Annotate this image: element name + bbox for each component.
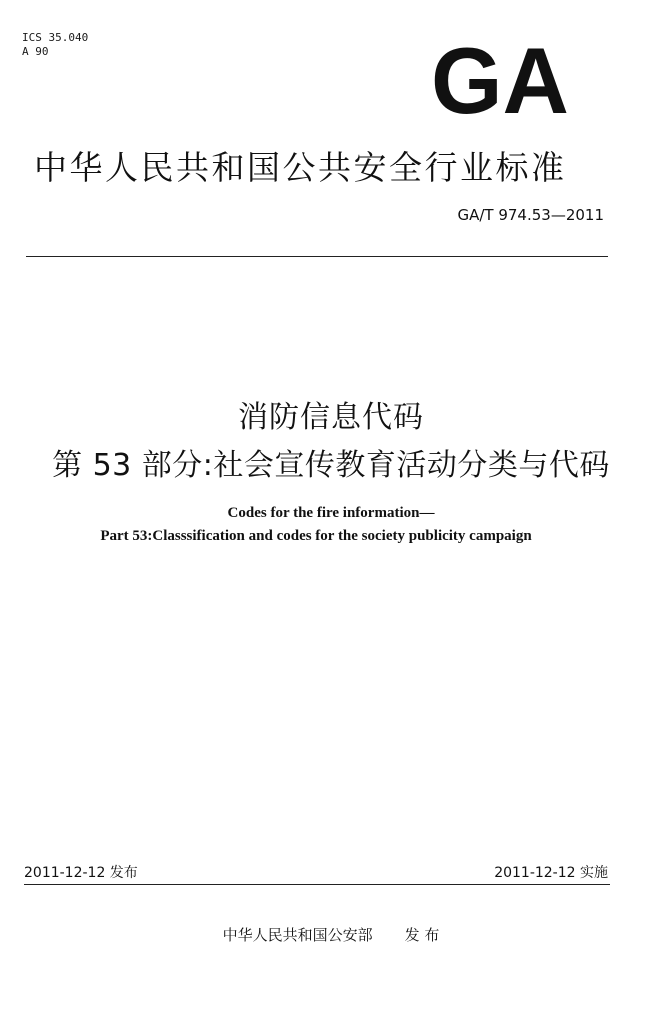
footer-divider [24, 884, 610, 885]
classification-codes [22, 31, 88, 59]
title-zh-main: 消防信息代码 [238, 400, 424, 435]
publisher-action: 发 布 [404, 926, 440, 944]
ga-logo [430, 38, 570, 118]
issue-date: 2011-12-12 发布 [24, 865, 138, 881]
standard-organization: 中华人民共和国公共安全行业标准 [34, 148, 567, 187]
publisher-name: 中华人民共和国公安部 [222, 926, 373, 944]
publisher [0, 924, 662, 945]
title-zh-part: 第 53 部分:社会宣传教育活动分类与代码 [52, 448, 610, 483]
title-en-main: Codes for the fire information— [227, 505, 435, 521]
standard-number: GA/T 974.53—2011 [457, 206, 604, 224]
implementation-date: 2011-12-12 实施 [494, 865, 608, 881]
ga-logo-text: GA [431, 38, 569, 118]
title-en-part: Part 53:Classsification and codes for the society publicity campaign [100, 528, 532, 544]
ccs-code: A 90 [22, 45, 49, 58]
ics-code: ICS 35.040 [22, 31, 89, 44]
header-divider [26, 256, 608, 257]
